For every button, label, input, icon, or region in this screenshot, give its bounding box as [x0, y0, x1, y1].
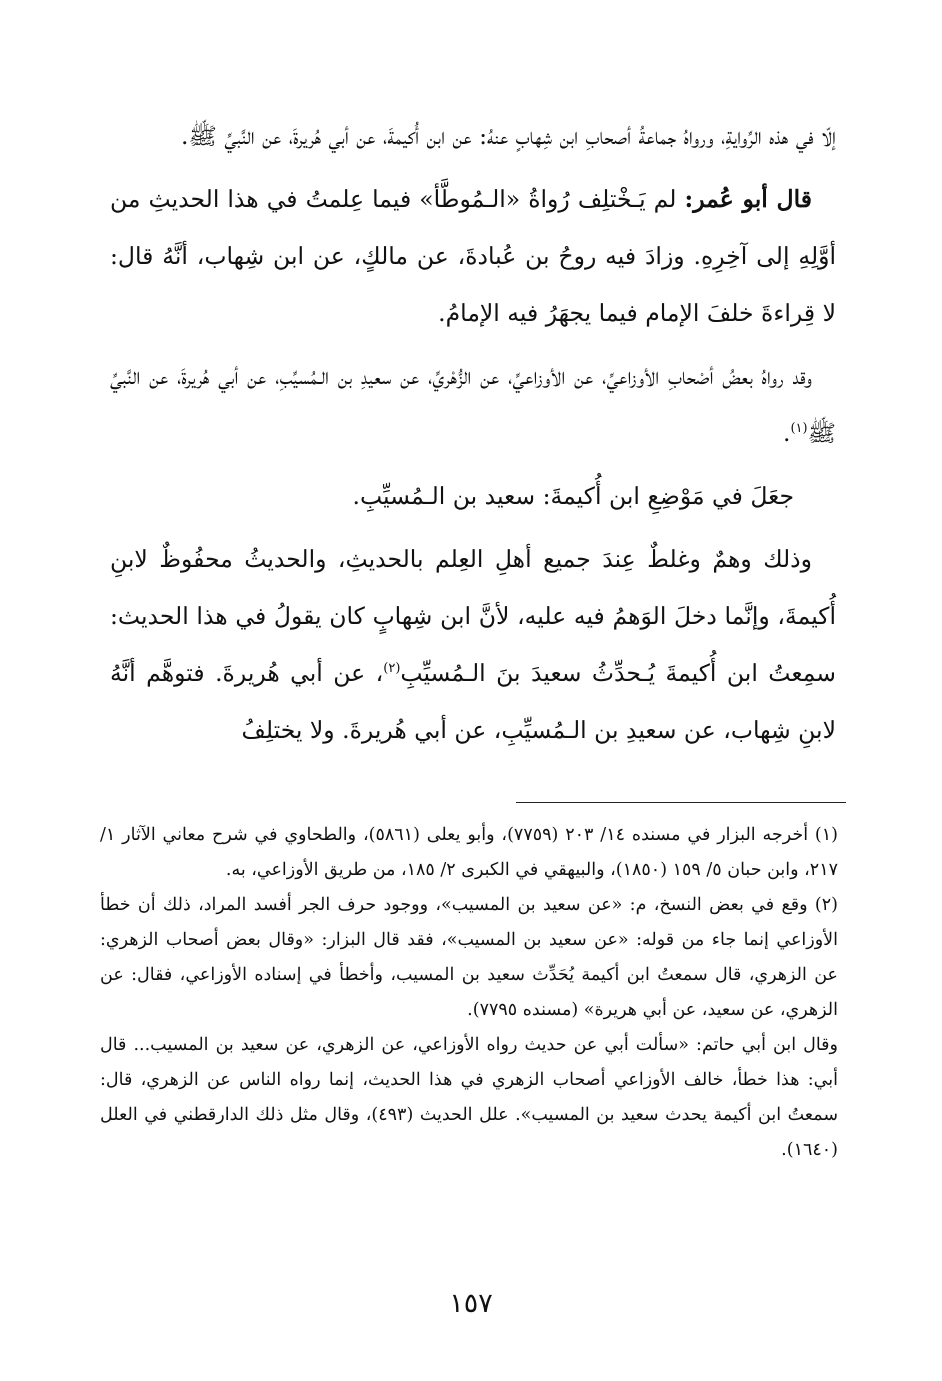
footnote-ref-1[interactable]: (١): [790, 421, 808, 437]
paragraph-5-text-b: ، عن أبي هُريرةَ. فتوهَّم أنَّهُ لابنِ شِهاب، عن سعيدِ بن الـمُسيِّبِ، عن أبي هُريرةَ. ولا يختلِفُ: [110, 659, 836, 744]
speaker-label: قال أبو عُمر:: [684, 185, 812, 213]
main-text: [110, 108, 836, 765]
footnote-divider: [516, 802, 846, 803]
paragraph-5-text-a: وذلك وهمٌ وغلطٌ عِندَ جميع أهلِ العِلم بالحديثِ، والحديثُ محفُوظٌ لابنِ أُكيمةَ، وإنَّما دخلَ الوَهمُ فيه عليه، لأنَّ ابن شِهابٍ كان يقولُ في هذا الحديث: سمِعتُ ابن أُكيمةَ يُـحدِّثُ سعيدَ بنَ الـمُسيِّبِ: [110, 545, 836, 687]
paragraph-2-text: لم يَـخْتلِف رُواةُ «الـمُوطَّأ» فيما عِلمتُ في هذا الحديثِ من أوَّلِهِ إلى آخِرِهِ. وزادَ فيه روحُ بن عُبادةَ، عن مالكٍ، عن ابن شِهاب، أنَّهُ قال: لا قِراءةَ خلفَ الإمام فيما يجهَرُ فيه الإمامُ.: [110, 185, 836, 327]
paragraph-3: [110, 348, 836, 462]
paragraph-4: [110, 468, 836, 525]
footnote-1: (١) أخرجه البزار في مسنده ١٤/ ٢٠٣ (٧٧٥٩)، وأبو يعلى (٥٨٦١)، والطحاوي في شرح معاني الآثار ١/ ٢١٧، وابن حبان ٥/ ١٥٩ (١٨٥٠)، والبيهقي في الكبرى ٢/ ١٨٥، من طريق الأوزاعي، به.: [100, 825, 838, 880]
paragraph-1-text: إلّا في هذه الرِّوايةِ، ورواهُ جماعةُ أصحابِ ابن شِهابٍ عنهُ: عن ابن أُكيمةَ، عن أبي هُريرةَ، عن النَّبيِّ ﷺ.: [181, 122, 836, 150]
paragraph-5: [110, 531, 836, 759]
paragraph-1: [110, 108, 836, 165]
footnote-ref-2[interactable]: (٢): [383, 661, 401, 677]
footnote-2-continued: وقال ابن أبي حاتم: «سألت أبي عن حديث رواه الأوزاعي، عن الزهري، عن سعيد بن المسيب... قال أبي: هذا خطأ، خالف الأوزاعي أصحاب الزهري في هذا الحديث، إنما رواه الناس عن الزهري، قال: سمعتُ ابن أكيمة يحدث سعيد بن المسيب». علل الحديث (٤٩٣)، وقال مثل ذلك الدارقطني في العلل (١٦٤٠).: [100, 1035, 838, 1160]
paragraph-3-text: وقد رواهُ بعضُ أصْحابِ الأوزاعيِّ، عن الأوزاعيِّ، عن الزُّهْريِّ، عن سعيدِ بن الـمُسيِّبِ، عن أبي هُريرةَ، عن النَّبيِّ ﷺ: [110, 362, 836, 447]
paragraph-2: [110, 171, 836, 342]
footnotes: [100, 818, 838, 1168]
paragraph-4-text: جعَلَ في مَوْضِعِ ابن أُكيمةَ: سعيد بن الـمُسيِّبِ.: [352, 482, 794, 510]
paragraph-3-end: .: [782, 419, 791, 447]
footnote-2: (٢) وقع في بعض النسخ، م: «عن سعيد بن المسيب»، ووجود حرف الجر أفسد المراد، ذلك أن خطأ الأوزاعي إنما جاء من قوله: «عن سعيد بن المسيب»، فقد قال البزار: «وقال بعض أصحاب الزهري: عن الزهري، قال سمعتُ ابن أكيمة يُحَدِّث سعيد بن المسيب، وأخطأ في إسناده الأوزاعي، فقال: عن الزهري، عن سعيد، عن أبي هريرة» (مسنده ٧٧٩٥).: [100, 895, 838, 1020]
page-number: ١٥٧: [449, 1288, 493, 1319]
